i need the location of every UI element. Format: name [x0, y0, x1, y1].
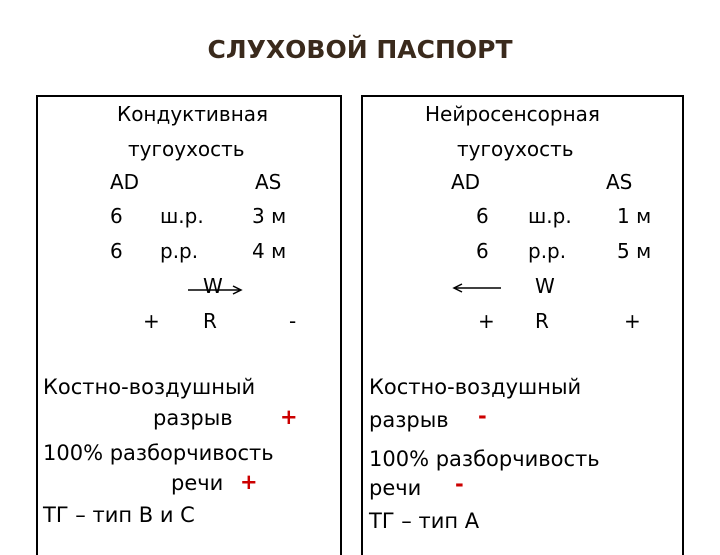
left-whisper-ad: 6	[110, 204, 123, 228]
left-intel-sign: +	[240, 470, 258, 494]
left-rinne-ad: +	[143, 309, 160, 333]
left-gap-line2: разрыв	[153, 406, 233, 430]
right-gap-sign: -	[478, 404, 487, 428]
left-whisper-label: ш.р.	[160, 204, 204, 228]
left-intel-line2: речи	[171, 471, 224, 495]
right-intel-line2: речи	[369, 476, 422, 500]
right-rinne: R	[535, 309, 549, 333]
left-weber: W	[203, 274, 223, 298]
right-whisper-label: ш.р.	[528, 204, 572, 228]
left-intel-line1: 100% разборчивость	[43, 441, 274, 465]
left-ear-ad: AD	[110, 170, 140, 194]
right-rinne-ad: +	[478, 309, 495, 333]
left-tympano: ТГ – тип В и С	[43, 503, 195, 527]
right-heading-line1: Нейросенсорная	[425, 102, 600, 126]
right-tympano: ТГ – тип А	[369, 509, 480, 533]
right-weber-arrow-icon	[453, 282, 505, 294]
page-title: СЛУХОВОЙ ПАСПОРТ	[207, 35, 513, 64]
left-heading-line2: тугоухость	[128, 137, 245, 161]
right-whisper-ad: 6	[476, 204, 489, 228]
left-heading-line1: Кондуктивная	[117, 102, 269, 126]
left-ear-as: AS	[255, 170, 282, 194]
left-gap-line1: Костно-воздушный	[43, 375, 256, 399]
left-rinne-as: -	[289, 309, 297, 333]
left-speech-label: р.р.	[160, 239, 199, 263]
right-intel-sign: -	[455, 472, 464, 496]
left-whisper-as: 3 м	[252, 204, 287, 228]
right-speech-as: 5 м	[617, 239, 652, 263]
left-weber-arrow-icon	[188, 284, 248, 296]
left-speech-as: 4 м	[252, 239, 287, 263]
left-rinne: R	[203, 309, 217, 333]
right-ear-ad: AD	[451, 170, 481, 194]
left-speech-ad: 6	[110, 239, 123, 263]
right-intel-line1: 100% разборчивость	[369, 447, 600, 471]
right-heading-line2: тугоухость	[457, 137, 574, 161]
right-ear-as: AS	[606, 170, 633, 194]
left-gap-sign: +	[280, 405, 298, 429]
right-rinne-as: +	[624, 309, 641, 333]
right-gap-line1: Костно-воздушный	[369, 375, 582, 399]
right-speech-ad: 6	[476, 239, 489, 263]
right-whisper-as: 1 м	[617, 204, 652, 228]
right-speech-label: р.р.	[528, 239, 567, 263]
right-gap-line2: разрыв	[369, 408, 449, 432]
right-weber: W	[535, 274, 555, 298]
